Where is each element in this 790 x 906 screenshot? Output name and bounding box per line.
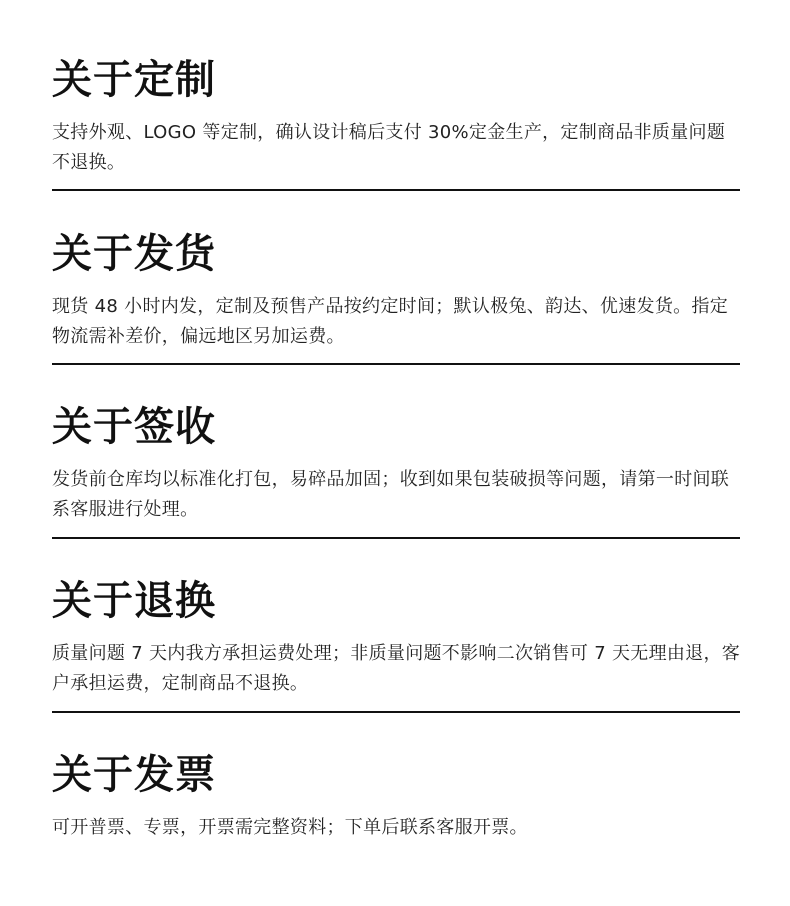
section-shipping — [52, 230, 742, 352]
section-title-invoice: 关于发票 — [52, 752, 216, 798]
section-divider — [52, 363, 740, 365]
section-body-customization: 支持外观、LOGO 等定制，确认设计稿后支付 30%定金生产，定制商品非质量问题不退换。 — [52, 122, 726, 173]
section-body-returns: 质量问题 7 天内我方承担运费处理；非质量问题不影响二次销售可 7 天无理由退，客户承担运费，定制商品不退换。 — [52, 643, 741, 694]
section-body-shipping: 现货 48 小时内发，定制及预售产品按约定时间；默认极兔、韵达、优速发货。指定物流需补差价，偏远地区另加运费。 — [52, 296, 729, 347]
section-invoice — [52, 751, 742, 843]
section-divider — [52, 537, 740, 539]
section-body-invoice: 可开普票、专票，开票需完整资料；下单后联系客服开票。 — [52, 817, 528, 838]
section-divider — [52, 711, 740, 713]
section-body-receipt: 发货前仓库均以标准化打包，易碎品加固；收到如果包装破损等问题，请第一时间联系客服进行处理。 — [52, 469, 730, 520]
section-returns — [52, 577, 742, 699]
section-customization — [52, 56, 742, 178]
section-title-receipt: 关于签收 — [52, 404, 216, 450]
section-receipt — [52, 403, 742, 525]
section-title-customization: 关于定制 — [52, 57, 216, 103]
section-title-shipping: 关于发货 — [52, 231, 216, 277]
section-title-returns: 关于退换 — [52, 578, 216, 624]
section-divider — [52, 189, 740, 191]
